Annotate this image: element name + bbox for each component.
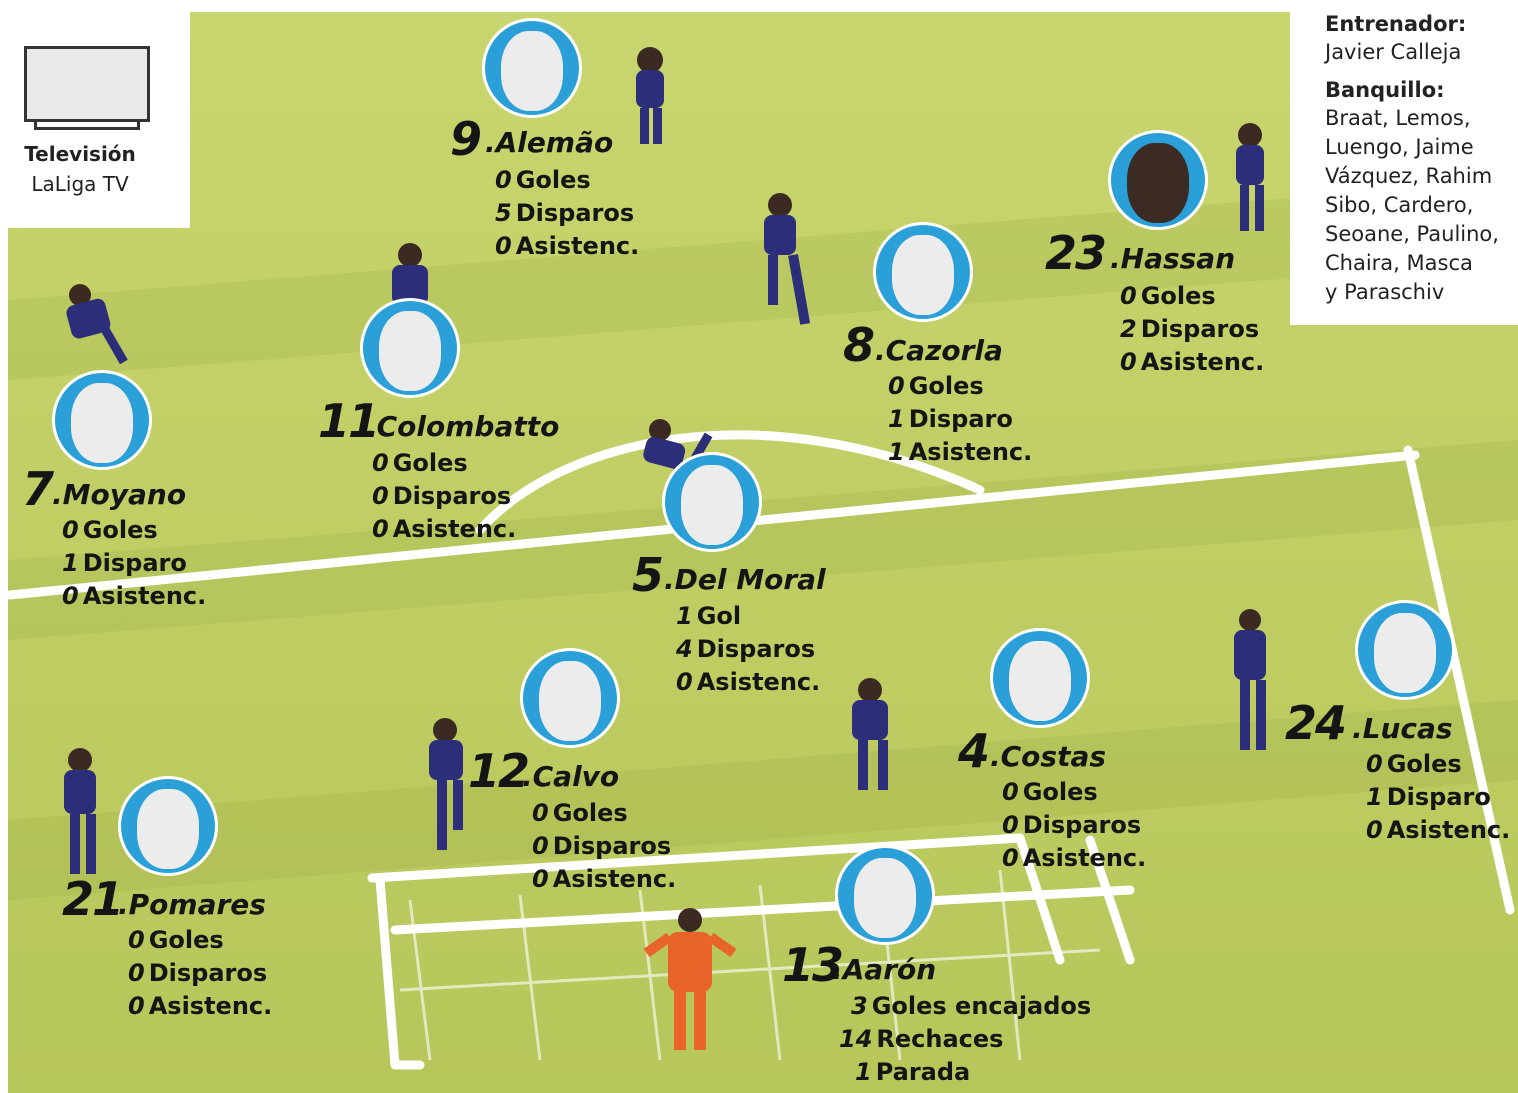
player-avatar [990,628,1090,728]
stat-value: 1 [888,405,905,433]
stat-value: 1 [676,602,693,630]
stat-value: 0 [495,166,512,194]
tv-info-box [10,10,190,228]
player-name: .Del Moral [664,563,826,596]
stat-label: Asistenc. [552,865,677,893]
player-name: .Calvo [522,760,620,793]
bench-line: Sibo, Cardero, [1325,193,1474,217]
stat-label: Disparo [1386,783,1491,811]
stat-label: Goles [1022,778,1098,806]
tv-channel: LaLiga TV [31,172,129,196]
stat-value: 0 [1120,282,1137,310]
stat-value: 0 [62,582,79,610]
bench-line: Chaira, Masca [1325,251,1473,275]
player-stats [1366,748,1510,847]
player-stats [372,447,516,546]
player-stats [62,514,206,613]
stat-label: Goles [1140,282,1216,310]
coach-bench-box [1290,0,1518,325]
player-number: 4 [958,724,989,778]
stat-value: 0 [372,449,389,477]
stat-value: 0 [532,865,549,893]
player-stats [532,797,676,896]
player-avatar [835,845,935,945]
player-avatar [520,648,620,748]
stat-label: Asistenc. [1386,816,1511,844]
player-avatar [118,776,218,876]
stat-value: 0 [1366,816,1383,844]
tv-label: Televisión [24,142,136,166]
player-face [137,789,199,869]
player-face [1009,641,1071,721]
stat-value: 0 [1366,750,1383,778]
stat-label: Goles [515,166,591,194]
player-number: 23 [1045,226,1106,280]
player-avatar [1355,600,1455,700]
stat-label: Goles [148,926,224,954]
stat-value: 1 [888,438,905,466]
stat-value: 0 [532,832,549,860]
stat-value: 2 [1120,315,1137,343]
stat-label: Goles [552,799,628,827]
stat-value: 0 [1120,348,1137,376]
stat-label: Asistenc. [515,232,640,260]
player-name: .Lucas [1352,712,1453,745]
television-stand [34,122,140,130]
player-name: .Aarón [832,953,937,986]
player-stats [128,924,272,1023]
stat-value: 1 [1366,783,1383,811]
player-name: .Moyano [52,478,187,511]
stat-label: Disparos [515,199,635,227]
stat-value: 5 [495,199,512,227]
player-number: 11 [318,394,379,448]
player-name: .Costas [990,740,1107,773]
player-face [1127,143,1189,223]
player-avatar [482,18,582,118]
stat-value: 0 [372,482,389,510]
player-name: .Alemão [485,126,614,159]
player-number: 8 [843,318,874,372]
bench-line: Luengo, Jaime [1325,135,1474,159]
bench-line: Seoane, Paulino, [1325,222,1499,246]
stat-label: Parada [875,1058,971,1086]
stat-label: Rechaces [876,1025,1004,1053]
player-face [501,31,563,111]
player-name: .Cazorla [875,334,1003,367]
player-number: 5 [632,548,663,602]
player-name: .Hassan [1110,242,1236,275]
stat-value: 0 [128,926,145,954]
stat-value: 3 [851,992,868,1020]
player-stats [1120,280,1264,379]
stat-label: Disparos [1022,811,1142,839]
stat-value: 0 [128,992,145,1020]
stat-label: Disparo [908,405,1013,433]
player-stats [1002,776,1146,875]
stat-value: 0 [532,799,549,827]
stat-value: 0 [128,959,145,987]
stat-label: Asistenc. [1022,844,1147,872]
player-avatar [360,298,460,398]
player-stats [839,990,1092,1089]
stat-value: 0 [62,516,79,544]
player-name: .Colombatto [366,410,560,443]
stat-label: Goles [82,516,158,544]
stat-label: Disparos [148,959,268,987]
stat-value: 4 [676,635,693,663]
bench-list [1325,104,1518,307]
player-number: 7 [22,462,53,516]
player-number: 12 [468,744,529,798]
stat-label: Asistenc. [82,582,207,610]
player-avatar [52,370,152,470]
bench-line: y Paraschiv [1325,280,1445,304]
stat-value: 0 [676,668,693,696]
bench-line: Vázquez, Rahim [1325,164,1493,188]
coach-label: Entrenador: [1325,12,1467,36]
stat-label: Disparos [552,832,672,860]
player-stats [495,164,639,263]
player-face [681,465,743,545]
player-face [71,383,133,463]
stat-label: Asistenc. [148,992,273,1020]
stat-label: Goles [1386,750,1462,778]
player-number: 21 [62,872,123,926]
player-number: 13 [782,938,843,992]
player-stats [888,370,1032,469]
player-name: .Pomares [118,888,266,921]
player-number: 9 [450,112,481,166]
stat-value: 0 [495,232,512,260]
stat-label: Asistenc. [392,515,517,543]
stat-label: Disparos [392,482,512,510]
stat-value: 0 [1002,778,1019,806]
stat-label: Disparo [82,549,187,577]
stat-value: 1 [62,549,79,577]
stat-value: 1 [855,1058,872,1086]
bench-line: Braat, Lemos, [1325,106,1471,130]
player-avatar [1108,130,1208,230]
player-number: 24 [1285,696,1346,750]
stat-value: 0 [1002,811,1019,839]
stat-label: Gol [696,602,742,630]
stat-label: Disparos [696,635,816,663]
stat-label: Goles [392,449,468,477]
stat-value: 0 [372,515,389,543]
stat-value: 0 [888,372,905,400]
player-avatar [873,222,973,322]
stat-value: 0 [1002,844,1019,872]
television-icon [24,46,150,122]
player-face [892,235,954,315]
stat-label: Goles [908,372,984,400]
stat-label: Asistenc. [696,668,821,696]
stat-value: 14 [839,1025,873,1053]
bench-label: Banquillo: [1325,78,1445,102]
player-face [539,661,601,741]
player-face [379,311,441,391]
player-face [854,858,916,938]
player-stats [676,600,820,699]
stat-label: Goles encajados [871,992,1092,1020]
player-avatar [662,452,762,552]
stat-label: Asistenc. [908,438,1033,466]
coach-name: Javier Calleja [1325,40,1462,64]
stat-label: Disparos [1140,315,1260,343]
player-face [1374,613,1436,693]
stat-label: Asistenc. [1140,348,1265,376]
